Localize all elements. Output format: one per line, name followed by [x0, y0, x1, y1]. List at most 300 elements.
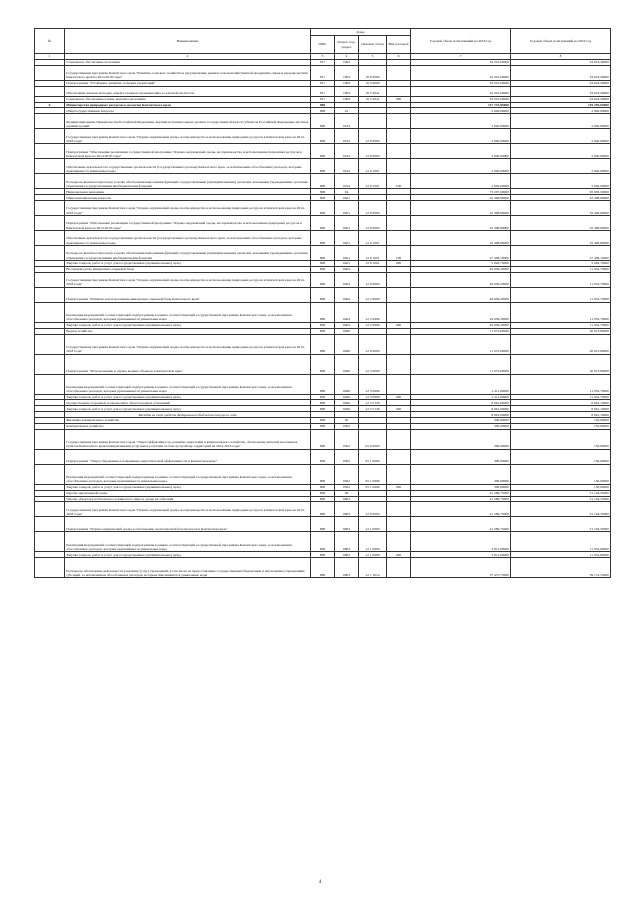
row-amount-2018: 27 406,10000	[411, 246, 511, 261]
row-grbs: 808	[311, 334, 335, 354]
row-statya: 12 8 0000	[359, 216, 387, 231]
row-vid: 300	[387, 96, 411, 102]
header-vol-2019: Годовой объем ассигнований на 2019 год	[511, 29, 611, 54]
row-razdel: 0401	[335, 195, 359, 201]
row-vid	[387, 216, 411, 231]
row-amount-2019: 8 661,10000	[511, 406, 611, 412]
row-amount-2018: 32 498,80000	[411, 216, 511, 231]
row-razdel: 0104	[335, 114, 359, 129]
row-razdel: 0502	[335, 423, 359, 429]
row-vid	[387, 374, 411, 394]
row-amount-2018: 41 286,75000	[411, 502, 511, 517]
row-amount-2018: 300,00000	[411, 484, 511, 490]
row-grbs: 808	[311, 246, 335, 261]
row-amount-2018: 29 636,20000	[411, 272, 511, 287]
row-amount-2018: 2 940,00000	[411, 144, 511, 159]
row-num	[35, 129, 65, 144]
row-num	[35, 86, 65, 96]
row-num	[35, 334, 65, 354]
row-grbs: 808	[311, 272, 335, 287]
table-row	[35, 86, 611, 96]
row-razdel: 0502	[335, 484, 359, 490]
row-grbs: 808	[311, 394, 335, 400]
row-num	[35, 159, 65, 174]
row-name: Расходы на выплаты персоналу в целях обеспечения выполнения функций государственными (муниципальными) органами, казенными учреждениями, органами управления государственными внебюджетными фондами	[65, 246, 311, 261]
row-amount-2019: 51 104,35000	[511, 517, 611, 532]
row-razdel: 0406	[335, 328, 359, 334]
row-amount-2019: 32 498,80000	[511, 195, 611, 201]
row-name: Подпрограмма "Обеспечение реализации государственной программы "Охрана окружающей среды, воспроизводство и использование природных ресурсов в Камчатском крае на 2014-2018 годы"	[65, 216, 311, 231]
row-name: Подпрограмма "Использование и охрана водных объектов в Камчатском крае"	[65, 354, 311, 374]
row-vid	[387, 144, 411, 159]
row-num	[35, 429, 65, 449]
row-num	[35, 354, 65, 374]
row-vid: 200	[387, 261, 411, 267]
row-razdel: 05	[335, 418, 359, 424]
row-vid	[387, 231, 411, 246]
header-razdel: Раздел, под-раздел	[335, 36, 359, 54]
row-vid	[387, 354, 411, 374]
page-number: 4	[318, 880, 322, 885]
row-amount-2018: 32 498,80000	[411, 201, 511, 216]
row-name: Подпрограмма "Устойчивое развитие сельских территорий"	[65, 80, 311, 86]
row-razdel: 06	[335, 490, 359, 496]
row-grbs: 808	[311, 102, 335, 108]
row-grbs: 817	[311, 59, 335, 65]
row-razdel: 0406	[335, 354, 359, 374]
row-vid	[387, 272, 411, 287]
row-amount-2018: 2 940,00000	[411, 129, 511, 144]
row-vid: 200	[387, 394, 411, 400]
row-statya: 12 2 0999	[359, 322, 387, 328]
table-row	[35, 302, 611, 322]
row-razdel: 0603	[335, 558, 359, 578]
row-name: Государственная программа Камчатского края "Охрана окружающей среды, воспроизводство и использование природных ресурсов в Камчатском крае на 2014-2018 годы"	[65, 129, 311, 144]
row-name: Государственная программа Камчатского края "Энергоэффективность, развитие энергетики и коммунального хозяйства, обеспечение жителей населенных пунктов Камчатского края коммунальными услугами и услугами по благоустройству территорий на 2014-2018 годы"	[65, 429, 311, 449]
row-statya: 12 0 0000	[359, 334, 387, 354]
row-statya: 12 8 1001	[359, 174, 387, 189]
row-statya: 16 0 0000	[359, 65, 387, 80]
row-grbs: 808	[311, 532, 335, 552]
table-row	[35, 216, 611, 231]
row-grbs: 808	[311, 449, 335, 464]
row-amount-2018: 5 092,70000	[411, 261, 511, 267]
row-num	[35, 502, 65, 517]
row-num	[35, 302, 65, 322]
row-num	[35, 464, 65, 484]
row-name: Государственная программа Камчатского края "Развитие сельского хозяйства и регулирование рынков сельскохозяйственной продукции, сырья и продовольствия Камчатского края на 2014-2018 годы"	[65, 65, 311, 80]
table-row	[35, 144, 611, 159]
row-name: Закупка товаров, работ и услуг для государственных (муниципальных) нужд	[65, 406, 311, 412]
row-statya: 12 3 5128	[359, 400, 387, 406]
row-amount-2019: 34 616,40000	[511, 86, 611, 96]
row-amount-2019: 11 952,70000	[511, 322, 611, 328]
row-razdel: 0401	[335, 216, 359, 231]
table-row	[35, 129, 611, 144]
row-amount-2019: 8 661,10000	[511, 400, 611, 406]
row-grbs: 808	[311, 558, 335, 578]
header-name: Наименование	[65, 29, 311, 54]
row-amount-2019: 51 104,35000	[511, 496, 611, 502]
row-amount-2018: 3 811,00000	[411, 532, 511, 552]
row-grbs: 808	[311, 261, 335, 267]
table-row	[35, 558, 611, 578]
row-grbs: 808	[311, 406, 335, 412]
row-amount-2018: 41 286,75000	[411, 490, 511, 496]
row-amount-2018: 2 940,00000	[411, 174, 511, 189]
row-vid	[387, 558, 411, 578]
row-num: 6	[35, 102, 65, 108]
row-statya: 05 1 0999	[359, 484, 387, 490]
row-name: Государственная программа Камчатского края "Охрана окружающей среды, воспроизводство и использование природных ресурсов в Камчатском крае на 2014-2018 годы"	[65, 201, 311, 216]
row-amount-2019: 8 661,10000	[511, 412, 611, 418]
row-name: Государственная программа Камчатского края "Охрана окружающей среды, воспроизводство и использование природных ресурсов в Камчатском крае на 2014-2018 годы"	[65, 334, 311, 354]
row-razdel: 0404	[335, 322, 359, 328]
row-amount-2018: 32 498,80000	[411, 231, 511, 246]
row-vid	[387, 65, 411, 80]
row-num	[35, 272, 65, 287]
row-name: Осуществление отдельных полномочий в области водных отношений	[65, 400, 311, 406]
row-amount-2018: 2 940,00000	[411, 114, 511, 129]
table-row	[35, 532, 611, 552]
row-name: Водное хозяйство	[65, 328, 311, 334]
row-num	[35, 144, 65, 159]
row-statya: 12 0 0000	[359, 502, 387, 517]
row-name: Реализация мероприятий соответствующей подпрограммы в рамках соответствующей государственной программы Камчатского края, за исключением обособленных расходов, которым присваиваются уникальные коды	[65, 464, 311, 484]
row-amount-2018: 73 207,00000	[411, 189, 511, 195]
row-amount-2018: 41 286,75000	[411, 496, 511, 502]
row-amount-2018: 117 733,85000	[411, 102, 511, 108]
row-vid	[387, 429, 411, 449]
row-grbs: 808	[311, 322, 335, 328]
row-vid: 200	[387, 552, 411, 558]
row-grbs: 808	[311, 189, 335, 195]
header-vid: Вид расходов	[387, 36, 411, 54]
row-vid	[387, 334, 411, 354]
table-row	[35, 464, 611, 484]
row-amount-2019: 20 613,80000	[511, 328, 611, 334]
row-grbs: 808	[311, 195, 335, 201]
row-razdel: 1003	[335, 86, 359, 96]
row-amount-2019: 11 952,70000	[511, 272, 611, 287]
row-statya: 12 1 0999	[359, 552, 387, 558]
row-amount-2018: 37 475,75000	[411, 558, 511, 578]
row-razdel: 0404	[335, 266, 359, 272]
row-name: Закупка товаров, работ и услуг для государственных (муниципальных) нужд	[65, 394, 311, 400]
row-amount-2019: 150,00000	[511, 418, 611, 424]
row-statya	[359, 114, 387, 129]
row-vid: 200	[387, 406, 411, 412]
row-razdel: 0404	[335, 287, 359, 302]
row-amount-2019: 11 952,80000	[511, 552, 611, 558]
row-num	[35, 449, 65, 464]
row-amount-2018: 300,00000	[411, 418, 511, 424]
row-amount-2019: 150,00000	[511, 484, 611, 490]
row-vid	[387, 532, 411, 552]
row-razdel: 0404	[335, 272, 359, 287]
row-statya: 12 3 0000	[359, 354, 387, 374]
row-amount-2019: 11 952,70000	[511, 394, 611, 400]
row-amount-2018: 300,00000	[411, 449, 511, 464]
table-row	[35, 334, 611, 354]
header-codes: Коды	[311, 29, 411, 36]
row-amount-2018: 2 411,00000	[411, 374, 511, 394]
column-index-cell: 2	[65, 54, 311, 60]
row-amount-2019: 11 952,70000	[511, 266, 611, 272]
row-razdel: 1003	[335, 59, 359, 65]
row-amount-2018: 300,00000	[411, 429, 511, 449]
row-amount-2019: 150,00000	[511, 423, 611, 429]
row-statya: 12 8 0000	[359, 144, 387, 159]
row-name: Обеспечение деятельности государственных органов власти (государственных органов) Камчатского края, за исключением обособленных расходов, которым присваиваются уникальные коды	[65, 159, 311, 174]
row-grbs: 808	[311, 374, 335, 394]
table-row	[35, 272, 611, 287]
row-grbs: 808	[311, 429, 335, 449]
row-name: Национальная экономика	[65, 189, 311, 195]
row-amount-2019: 32 498,80000	[511, 201, 611, 216]
row-name: Функционирование Правительства Российской Федерации, высших исполнительных органов государственной власти субъектов Российской Федерации, местных администраций	[65, 114, 311, 129]
row-name: Закупка товаров, работ и услуг для государственных (муниципальных) нужд	[65, 484, 311, 490]
row-amount-2018: 11 072,00000	[411, 328, 511, 334]
row-grbs: 808	[311, 517, 335, 532]
row-statya: 12 8 1001	[359, 261, 387, 267]
budget-table	[34, 28, 611, 578]
row-grbs: 808	[311, 159, 335, 174]
row-name: Воспроизводство минерально-сырьевой базы	[65, 266, 311, 272]
column-index-cell: 4	[335, 54, 359, 60]
row-statya: 12 1 0000	[359, 517, 387, 532]
table-row	[35, 231, 611, 246]
row-statya: 12 2 0000	[359, 287, 387, 302]
row-statya: 12 8 1001	[359, 246, 387, 261]
row-amount-2019: 150,00000	[511, 429, 611, 449]
row-amount-2018: 29 636,20000	[411, 322, 511, 328]
row-grbs: 817	[311, 80, 335, 86]
row-num	[35, 65, 65, 80]
row-statya: 12 2 0999	[359, 302, 387, 322]
row-grbs: 808	[311, 354, 335, 374]
header-statya: Целевая статья	[359, 36, 387, 54]
row-amount-2018: 29 636,20000	[411, 287, 511, 302]
row-vid: 100	[387, 246, 411, 261]
row-amount-2019: 34 616,40000	[511, 80, 611, 86]
row-razdel: 1003	[335, 80, 359, 86]
row-grbs: 808	[311, 423, 335, 429]
row-vid	[387, 129, 411, 144]
row-vid	[387, 502, 411, 517]
row-name: Закупка товаров, работ и услуг для государственных (муниципальных) нужд	[65, 552, 311, 558]
row-amount-2019: 150,00000	[511, 449, 611, 464]
row-amount-2018: 32 498,80000	[411, 195, 511, 201]
row-grbs: 808	[311, 174, 335, 189]
row-razdel: 0406	[335, 374, 359, 394]
row-amount-2018: 300,00000	[411, 464, 511, 484]
table-row	[35, 449, 611, 464]
row-num	[35, 532, 65, 552]
row-grbs: 808	[311, 114, 335, 129]
header-num: №	[35, 29, 65, 54]
row-vid: 200	[387, 484, 411, 490]
row-grbs: 808	[311, 129, 335, 144]
row-razdel: 0104	[335, 174, 359, 189]
row-amount-2018: 29 636,20000	[411, 302, 511, 322]
row-amount-2019: 2 940,00000	[511, 159, 611, 174]
table-body	[35, 59, 611, 577]
row-name: Подпрограмма "Охрана окружающей среды и обеспечение экологической безопасности в Камчатском крае"	[65, 517, 311, 532]
row-amount-2019: 34 616,40000	[511, 96, 611, 102]
row-amount-2018: 11 072,00000	[411, 334, 511, 354]
row-grbs: 808	[311, 400, 335, 406]
row-num	[35, 231, 65, 246]
row-num	[35, 246, 65, 261]
row-razdel: 0603	[335, 552, 359, 558]
row-name: Обеспечение жильем молодых семей и граждан, проживающих в сельской местности	[65, 86, 311, 96]
row-grbs: 808	[311, 328, 335, 334]
row-amount-2018: 29 636,20000	[411, 266, 511, 272]
row-statya: 12 8 1001	[359, 159, 387, 174]
row-razdel: 04	[335, 189, 359, 195]
row-statya: 12 1 1014	[359, 558, 387, 578]
row-statya: 16 5 2041	[359, 96, 387, 102]
row-num	[35, 287, 65, 302]
row-amount-2018: 41 286,75000	[411, 517, 511, 532]
row-name: Охрана объектов растительного и животного мира и среды их обитания	[65, 496, 311, 502]
row-razdel: 01	[335, 108, 359, 114]
row-amount-2019: 51 104,35000	[511, 502, 611, 517]
table-row	[35, 174, 611, 189]
table-row	[35, 517, 611, 532]
header-grbs: ГРБС	[311, 36, 335, 54]
row-num	[35, 216, 65, 231]
row-amount-2019: 27 406,10000	[511, 246, 611, 261]
row-grbs: 808	[311, 464, 335, 484]
row-vid	[387, 287, 411, 302]
row-grbs: 817	[311, 86, 335, 96]
table-row	[35, 65, 611, 80]
row-statya: 12 3 5128	[359, 406, 387, 412]
row-vid	[387, 114, 411, 129]
row-name: Министерство природных ресурсов и экологии Камчатского края	[65, 102, 311, 108]
row-num	[35, 558, 65, 578]
row-name: Реализация мероприятий соответствующей подпрограммы в рамках соответствующей государственной программы Камчатского края, за исключением обособленных расходов, которым присваиваются уникальные коды	[65, 302, 311, 322]
row-name: Коммунальное хозяйство	[65, 423, 311, 429]
row-grbs: 808	[311, 502, 335, 517]
row-grbs: 808	[311, 108, 335, 114]
row-razdel: 0104	[335, 129, 359, 144]
row-razdel: 0406	[335, 406, 359, 412]
row-vid: 200	[387, 322, 411, 328]
row-statya: 12 0 0000	[359, 129, 387, 144]
row-razdel: 0603	[335, 517, 359, 532]
row-amount-2018: 8 661,00000	[411, 412, 511, 418]
row-amount-2019: 2 940,00000	[511, 114, 611, 129]
budget-table-sheet	[34, 28, 610, 578]
row-grbs: 808	[311, 552, 335, 558]
row-razdel: 0406	[335, 394, 359, 400]
row-amount-2018: 34 201,00000	[411, 65, 511, 80]
row-grbs: 808	[311, 490, 335, 496]
row-razdel: 0401	[335, 201, 359, 216]
row-amount-2018: 300,00000	[411, 423, 511, 429]
row-grbs: 808	[311, 418, 335, 424]
row-statya: 16 5 0000	[359, 80, 387, 86]
row-vid	[387, 464, 411, 484]
row-vid	[387, 449, 411, 464]
row-amount-2018: 34 201,00000	[411, 96, 511, 102]
row-razdel: 0502	[335, 429, 359, 449]
row-amount-2018: 11 072,00000	[411, 354, 511, 374]
row-razdel: 1003	[335, 96, 359, 102]
row-razdel: 0603	[335, 502, 359, 517]
row-statya: 05 0 0000	[359, 429, 387, 449]
row-vid	[387, 517, 411, 532]
row-amount-2018: 8 661,00000	[411, 400, 511, 406]
row-name: Общеэкономические вопросы	[65, 195, 311, 201]
row-grbs: 808	[311, 266, 335, 272]
row-amount-2019: 2 940,00000	[511, 144, 611, 159]
row-amount-2019: 11 952,70000	[511, 374, 611, 394]
row-num	[35, 374, 65, 394]
table-row	[35, 287, 611, 302]
row-amount-2019: 34 616,40000	[511, 59, 611, 65]
row-name: Подпрограмма "Обеспечение реализации государственной программы "Охрана окружающей среды, воспроизводство и использование природных ресурсов в Камчатском крае на 2014-2018 годы"	[65, 144, 311, 159]
column-index-cell: 7	[411, 54, 511, 60]
row-amount-2019: 20 613,80000	[511, 354, 611, 374]
row-amount-2018: 3 811,00000	[411, 552, 511, 558]
row-grbs: 808	[311, 216, 335, 231]
row-name: Обеспечение деятельности государственных органов власти (государственных органов) Камчатского края, за исключением обособленных расходов, которым присваиваются уникальные коды	[65, 231, 311, 246]
row-amount-2019: 150,00000	[511, 464, 611, 484]
row-amount-2018: 34 201,00000	[411, 59, 511, 65]
row-amount-2018: 2 411,00000	[411, 394, 511, 400]
row-name: Расходы на выплаты персоналу в целях обеспечения выполнения функций государственными (муниципальными) органами, казенными учреждениями, органами управления государственными внебюджетными фондами	[65, 174, 311, 189]
row-grbs: 808	[311, 201, 335, 216]
row-num	[35, 201, 65, 216]
row-vid	[387, 302, 411, 322]
row-name: Закупка товаров, работ и услуг для государственных (муниципальных) нужд	[65, 322, 311, 328]
row-name: Реализация мероприятий соответствующей подпрограммы в рамках соответствующей государственной программы Камчатского края, за исключением обособленных расходов, которым присваиваются уникальные коды	[65, 532, 311, 552]
column-index-cell: 8	[511, 54, 611, 60]
row-razdel: 0406	[335, 400, 359, 406]
row-amount-2018: 34 201,00000	[411, 86, 511, 96]
table-row	[35, 374, 611, 394]
row-razdel: 0603	[335, 532, 359, 552]
row-name: Охрана окружающей среды	[65, 490, 311, 496]
row-name: Государственная программа Камчатского края "Охрана окружающей среды, воспроизводство и использование природных ресурсов в Камчатском крае на 2014-2018 годы"	[65, 272, 311, 287]
row-grbs: 808	[311, 484, 335, 490]
row-amount-2019: 32 498,80000	[511, 231, 611, 246]
row-statya: 05 1 0999	[359, 464, 387, 484]
row-razdel: 0502	[335, 449, 359, 464]
row-grbs: 808	[311, 496, 335, 502]
row-amount-2018: 2 940,00000	[411, 159, 511, 174]
row-amount-2018: 8 661,00000	[411, 406, 511, 412]
table-row	[35, 159, 611, 174]
row-amount-2019: 119 259,65000	[511, 102, 611, 108]
row-num	[35, 174, 65, 189]
table-row	[35, 354, 611, 374]
row-grbs: 817	[311, 65, 335, 80]
row-statya: 16 5 2041	[359, 86, 387, 96]
row-amount-2019: 34 616,40000	[511, 65, 611, 80]
row-amount-2019: 11 952,70000	[511, 287, 611, 302]
row-vid	[387, 86, 411, 96]
row-amount-2018: 2 940,00000	[411, 108, 511, 114]
row-amount-2019: 51 104,35000	[511, 490, 611, 496]
row-razdel: 0104	[335, 144, 359, 159]
row-razdel: 1003	[335, 65, 359, 80]
column-index-cell: 5	[359, 54, 387, 60]
